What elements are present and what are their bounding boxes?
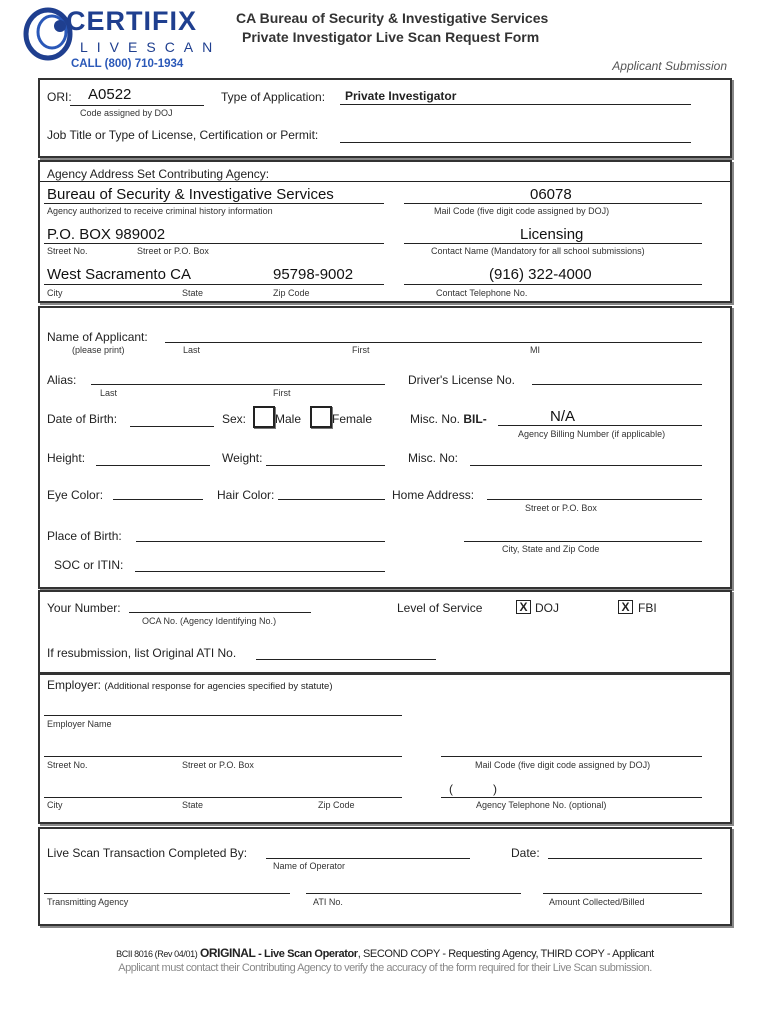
job-title-label: Job Title or Type of License, Certification or Permit:: [47, 128, 319, 142]
doj-checkbox[interactable]: X: [516, 600, 531, 614]
phone-number: CALL (800) 710-1934: [71, 58, 184, 70]
name-of-applicant-label: Name of Applicant:: [47, 330, 148, 344]
home-csz-label: City, State and Zip Code: [502, 544, 600, 554]
phone-paren-close: ): [493, 782, 497, 796]
dob-label: Date of Birth:: [47, 412, 118, 426]
employer-street-field[interactable]: [44, 756, 402, 757]
footer-note: Applicant must contact their Contributing Agency to verify the accuracy of the form required for their Live Scan submission.: [118, 962, 652, 974]
hair-color-field[interactable]: [278, 499, 385, 500]
contact-name-value: Licensing: [520, 226, 584, 243]
job-title-field[interactable]: [340, 142, 691, 143]
hair-color-label: Hair Color:: [217, 488, 275, 502]
fbi-label: FBI: [638, 601, 657, 615]
alias-field[interactable]: [91, 384, 385, 385]
weight-label: Weight:: [222, 451, 263, 465]
phone-value: (916) 322-4000: [489, 266, 592, 283]
date-field[interactable]: [548, 858, 702, 859]
employer-name-field[interactable]: [44, 715, 402, 716]
soc-itin-label: SOC or ITIN:: [54, 558, 124, 572]
misc-no-label: Misc. No:: [408, 451, 459, 465]
home-street-label: Street or P.O. Box: [525, 503, 597, 513]
employer-heading: [47, 678, 333, 692]
type-of-application-label: Type of Application:: [221, 90, 326, 104]
mail-code-label: Mail Code (five digit code assigned by DOJ): [434, 206, 610, 216]
applicant-submission: Applicant Submission: [612, 59, 727, 73]
resubmission-label: If resubmission, list Original ATI No.: [47, 646, 237, 660]
dob-field[interactable]: [130, 426, 214, 427]
sex-label: Sex:: [222, 412, 247, 426]
amount-label: Amount Collected/Billed: [549, 897, 645, 907]
city-underline: [44, 284, 384, 285]
male-checkbox[interactable]: [253, 406, 275, 428]
type-of-application-value: Private Investigator: [345, 89, 457, 103]
mail-code-value: 06078: [530, 186, 572, 203]
street-no-label: Street No.: [47, 246, 88, 256]
employer-street-no-label: Street No.: [47, 760, 88, 770]
mail-code-underline: [404, 203, 702, 204]
type-of-application-underline: [340, 104, 691, 105]
footer-copies: [0, 946, 770, 960]
name-mi-label: MI: [530, 345, 540, 355]
fbi-checkbox[interactable]: X: [618, 600, 633, 614]
zip-label: Zip Code: [273, 288, 310, 298]
contact-name-label: Contact Name (Mandatory for all school submissions): [431, 246, 645, 256]
employer-phone-label: Agency Telephone No. (optional): [476, 800, 607, 810]
employer-state-label: State: [182, 800, 204, 810]
street-value: P.O. BOX 989002: [47, 226, 166, 243]
employer-zip-label: Zip Code: [318, 800, 355, 810]
please-print-label: (please print): [72, 345, 125, 355]
height-label: Height:: [47, 451, 86, 465]
employer-mail-code-field[interactable]: [441, 756, 702, 757]
level-of-service-label: Level of Service: [397, 601, 483, 615]
employer-label: Employer:: [47, 678, 102, 692]
weight-field[interactable]: [266, 465, 385, 466]
street-label: Street or P.O. Box: [137, 246, 209, 256]
misc-bil-text: Misc. No.: [410, 412, 461, 426]
certifix-logo: [22, 6, 222, 60]
phone-underline: [404, 284, 702, 285]
employer-city-label: City: [47, 800, 63, 810]
male-label: Male: [275, 412, 302, 426]
operator-label: Name of Operator: [273, 861, 346, 871]
resubmission-field[interactable]: [256, 659, 436, 660]
amount-field[interactable]: [543, 893, 702, 894]
date-label: Date:: [511, 846, 540, 860]
copy-others: , SECOND COPY - Requesting Agency, THIRD COPY - Applicant: [357, 948, 654, 960]
your-number-label: Your Number:: [47, 601, 121, 615]
city-value: West Sacramento CA: [47, 266, 191, 283]
employer-mail-code-label: Mail Code (five digit code assigned by DOJ): [475, 760, 651, 770]
billing-number-label: Agency Billing Number (if applicable): [518, 429, 666, 439]
section-employer: [38, 673, 732, 824]
logo-brand: CERTIFIX: [66, 6, 198, 36]
street-underline: [44, 243, 384, 244]
state-label: State: [182, 288, 204, 298]
agency-name-label: Agency authorized to receive criminal history information: [47, 206, 273, 216]
city-label: City: [47, 288, 63, 298]
place-of-birth-field[interactable]: [136, 541, 385, 542]
name-last-label: Last: [183, 345, 201, 355]
operator-field[interactable]: [266, 858, 470, 859]
agency-divider: [40, 181, 730, 182]
phone-label: Contact Telephone No.: [436, 288, 528, 298]
misc-no-field[interactable]: [470, 465, 702, 466]
employer-name-label: Employer Name: [47, 719, 112, 729]
agency-name-underline: [44, 203, 384, 204]
oca-label: OCA No. (Agency Identifying No.): [142, 616, 277, 626]
height-field[interactable]: [96, 465, 210, 466]
name-first-label: First: [352, 345, 370, 355]
employer-phone-field[interactable]: [441, 797, 702, 798]
eye-color-label: Eye Color:: [47, 488, 104, 502]
transmitting-agency-field[interactable]: [44, 893, 290, 894]
ati-field[interactable]: [306, 893, 521, 894]
drivers-license-label: Driver's License No.: [408, 373, 515, 387]
zip-value: 95798-9002: [273, 266, 354, 283]
employer-note: (Additional response for agencies specified by statute): [104, 681, 333, 692]
applicant-name-field[interactable]: [165, 342, 702, 343]
alias-last-label: Last: [100, 388, 118, 398]
ori-note: Code assigned by DOJ: [80, 108, 173, 118]
misc-bil-value: N/A: [550, 408, 576, 425]
misc-bil-label: [410, 412, 487, 426]
soc-itin-field[interactable]: [135, 571, 385, 572]
phone-paren-open: (: [449, 782, 453, 796]
transmitting-agency-label: Transmitting Agency: [47, 897, 129, 907]
employer-street-label: Street or P.O. Box: [182, 760, 254, 770]
copy-live-scan: - Live Scan Operator: [258, 948, 358, 960]
ori-underline: [70, 105, 204, 106]
alias-label: Alias:: [47, 373, 77, 387]
eye-color-field[interactable]: [113, 499, 203, 500]
form-title-line2: Private Investigator Live Scan Request Form: [242, 29, 540, 45]
misc-bil-underline[interactable]: [498, 425, 702, 426]
oca-field[interactable]: [129, 612, 311, 613]
misc-bil-prefix: BIL-: [463, 412, 487, 426]
agency-heading: Agency Address Set Contributing Agency:: [47, 167, 270, 181]
section-applicant: [38, 306, 732, 589]
completed-by-label: Live Scan Transaction Completed By:: [47, 846, 248, 860]
doj-label: DOJ: [535, 601, 559, 615]
drivers-license-field[interactable]: [532, 384, 702, 385]
alias-first-label: First: [273, 388, 291, 398]
logo-subtitle: LIVESCAN: [80, 39, 222, 55]
ori-label: ORI:: [47, 90, 72, 104]
female-checkbox[interactable]: [310, 406, 332, 428]
ati-label: ATI No.: [313, 897, 343, 907]
employer-city-field[interactable]: [44, 797, 402, 798]
female-label: Female: [332, 412, 373, 426]
section-transaction: [38, 827, 732, 926]
form-title-line1: CA Bureau of Security & Investigative Services: [236, 10, 549, 26]
home-csz-field[interactable]: [464, 541, 702, 542]
home-address-field[interactable]: [487, 499, 702, 500]
home-address-label: Home Address:: [392, 488, 475, 502]
contact-name-underline: [404, 243, 702, 244]
place-of-birth-label: Place of Birth:: [47, 529, 122, 543]
original-copy: ORIGINAL: [199, 946, 256, 960]
form-number: BCII 8016 (Rev 04/01): [116, 949, 198, 959]
ori-value: A0522: [88, 86, 132, 103]
agency-name-value: Bureau of Security & Investigative Services: [47, 186, 334, 203]
